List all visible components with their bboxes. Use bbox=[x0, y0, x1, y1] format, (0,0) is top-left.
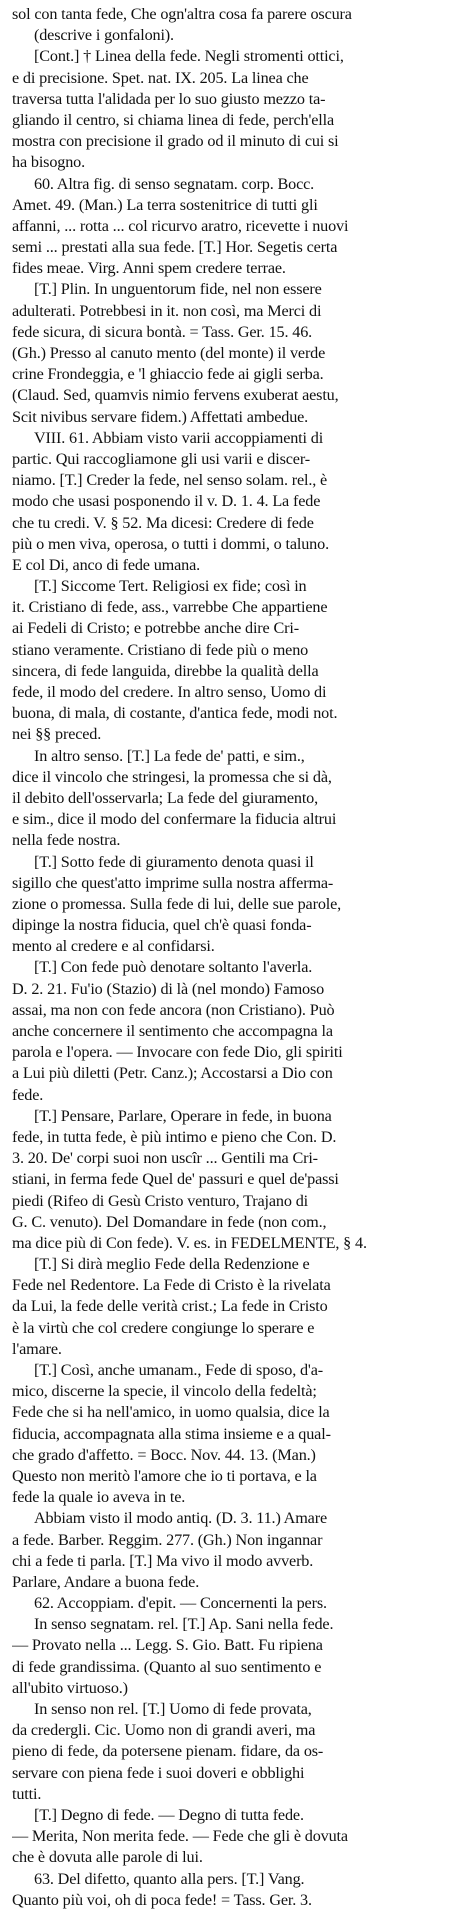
text-line: ai Fedeli di Cristo; e potrebbe anche dire Cri- bbox=[12, 619, 299, 638]
text-line: (descrive i gonfaloni). bbox=[34, 26, 174, 45]
text-line: In altro senso. [T.] La fede de' patti, e sim., bbox=[34, 746, 305, 765]
text-line: adulterati. Potrebbesi in it. non così, ma Merci di bbox=[12, 301, 322, 320]
text-line: l'amare. bbox=[12, 1339, 62, 1358]
text-line: è la virtù che col credere congiunge lo sperare e bbox=[12, 1318, 315, 1337]
text-line: anche concernere il sentimento che accompagna la bbox=[12, 1022, 333, 1040]
text-line: 3. 20. De' corpi suoi non uscîr ... Gentili ma Cri- bbox=[12, 1149, 318, 1168]
text-line: nella fede nostra. bbox=[12, 831, 121, 850]
text-line: dice il vincolo che stringesi, la promessa che si dà, bbox=[12, 767, 332, 786]
text-line: Scit nivibus servare fidem.) Affettati ambedue. bbox=[12, 407, 309, 426]
text-line: stiano veramente. Cristiano di fede più o meno bbox=[12, 640, 309, 659]
text-line: Amet. 49. (Man.) La terra sostenitrice di tutti gli bbox=[12, 195, 318, 214]
text-line: In senso non rel. [T.] Uomo di fede provata, bbox=[34, 1700, 312, 1718]
text-line: D. 2. 21. Fu'io (Stazio) di là (nel mondo) Famoso bbox=[12, 979, 325, 998]
text-line: e sim., dice il modo del confermare la fiducia altrui bbox=[12, 810, 337, 829]
text-line: traversa tutta l'alidada per lo suo giusto mezzo ta- bbox=[12, 89, 326, 108]
text-line: fides meae. Virg. Anni spem credere terrae. bbox=[12, 259, 286, 278]
text-line: modo che usasi posponendo il v. D. 1. 4. La fede bbox=[12, 492, 321, 511]
text-line: di fede grandissima. (Quanto al suo sentimento e bbox=[12, 1657, 322, 1676]
text-line: gliando il centro, si chiama linea di fede, perch'ella bbox=[12, 110, 335, 129]
text-line: dipinge la nostra fiducia, quel ch'è quasi fonda- bbox=[12, 916, 312, 935]
text-line: tutti. bbox=[12, 1784, 42, 1803]
text-line: più o men viva, operosa, o tutti i dommi, o taluno. bbox=[12, 534, 329, 553]
text-line: [T.] Plin. In unguentorum fide, nel non essere bbox=[34, 280, 322, 299]
text-line: ma dice più di Con fede). V. es. in FEDELMENTE, § 4. bbox=[12, 1233, 367, 1252]
text-line: mico, discerne la specie, il vincolo della fedeltà; bbox=[12, 1382, 317, 1401]
text-line: [T.] Sotto fede di giuramento denota quasi il bbox=[34, 852, 314, 871]
text-line: mostra con precisione il grado od il minuto di cui si bbox=[12, 132, 339, 151]
text-line: ha bisogno. bbox=[12, 153, 85, 172]
text-line: che è dovuta alle parole di lui. bbox=[12, 1848, 203, 1867]
text-line: sincera, di fede languida, direbbe la qualità della bbox=[12, 661, 319, 680]
text-line: [T.] Siccome Tert. Religiosi ex fide; così in bbox=[34, 577, 307, 596]
text-line: e di precisione. Spet. nat. IX. 205. La linea che bbox=[12, 68, 309, 87]
text-line: da Lui, la fede delle verità crist.; La fede in Cristo bbox=[12, 1297, 328, 1316]
text-line: (Gh.) Presso al canuto mento (del monte) il verde bbox=[12, 344, 326, 362]
text-line: Quanto più voi, oh di poca fede! = Tass. Ger. 3. bbox=[12, 1890, 312, 1909]
text-line: fede sicura, di sicura bontà. = Tass. Ger. 15. 46. bbox=[12, 322, 313, 341]
text-line: servare con piena fede i suoi doveri e obblighi bbox=[12, 1763, 305, 1782]
text-line: parola e l'opera. — Invocare con fede Dio, gli spiriti bbox=[12, 1043, 343, 1062]
text-line: Fede nel Redentore. La Fede di Cristo è la rivelata bbox=[12, 1276, 331, 1295]
text-line: niamo. [T.] Creder la fede, nel senso solam. rel., è bbox=[12, 471, 328, 490]
text-line: chi a fede ti parla. [T.] Ma vivo il modo avverb. bbox=[12, 1551, 314, 1570]
text-line: mento al credere e al confidarsi. bbox=[12, 937, 215, 956]
text-line: [T.] Si dirà meglio Fede della Redenzione e bbox=[34, 1255, 310, 1274]
text-line: che grado d'affetto. = Bocc. Nov. 44. 13. (Man.) bbox=[12, 1445, 316, 1464]
text-line: assai, ma non con fede ancora (non Cristiano). Può bbox=[12, 1000, 335, 1019]
text-line: Parlare, Andare a buona fede. bbox=[12, 1572, 200, 1591]
text-line: Abbiam visto il modo antiq. (D. 3. 11.) Amare bbox=[34, 1509, 327, 1528]
text-line: pieno di fede, da potersene pienam. fidare, da os- bbox=[12, 1742, 324, 1761]
text-line: sol con tanta fede, Che ogn'altra cosa fa parere oscura bbox=[12, 5, 352, 23]
text-line: fede, in tutta fede, è più intimo e pieno che Con. D. bbox=[12, 1127, 337, 1146]
text-line: crine Frondeggia, e 'l ghiaccio fede ai gigli serba. bbox=[12, 365, 324, 384]
text-line: da credergli. Cic. Uomo non di grandi averi, ma bbox=[12, 1721, 316, 1740]
text-line: stiani, in ferma fede Quel de' passuri e quel de'passi bbox=[12, 1170, 339, 1189]
text-line: [T.] Degno di fede. — Degno di tutta fede. bbox=[34, 1805, 304, 1824]
text-line: il debito dell'osservarla; La fede del giuramento, bbox=[12, 788, 319, 807]
text-line: partic. Qui raccogliamone gli usi varii e discer- bbox=[12, 449, 310, 468]
text-line: — Provato nella ... Legg. S. Gio. Batt. Fu ripiena bbox=[12, 1636, 323, 1655]
text-line: a Lui più diletti (Petr. Canz.); Accostarsi a Dio con bbox=[12, 1064, 333, 1083]
text-line: [Cont.] † Linea della fede. Negli stromenti ottici, bbox=[34, 47, 344, 66]
text-line: Fede che si ha nell'amico, in uomo qualsia, dice la bbox=[12, 1403, 330, 1422]
text-line: Questo non meritò l'amore che io ti portava, e la bbox=[12, 1466, 317, 1485]
text-line: 60. Altra fig. di senso segnatam. corp. Bocc. bbox=[34, 174, 315, 193]
text-line: [T.] Così, anche umanam., Fede di sposo, d'a- bbox=[34, 1361, 323, 1379]
text-line: fede. bbox=[12, 1085, 44, 1104]
text-line: — Merita, Non merita fede. — Fede che gli è dovuta bbox=[12, 1827, 348, 1846]
text-line: piedi (Rifeo di Gesù Cristo venturo, Trajano di bbox=[12, 1191, 308, 1210]
text-line: all'ubito virtuoso.) bbox=[12, 1678, 128, 1697]
text-line: fede, il modo del credere. In altro senso, Uomo di bbox=[12, 683, 327, 701]
text-line: sigillo che quest'atto imprime sulla nostra afferma- bbox=[12, 873, 334, 892]
text-line: [T.] Pensare, Parlare, Operare in fede, in buona bbox=[34, 1106, 332, 1125]
text-line: semi ... prestati alla sua fede. [T.] Hor. Segetis certa bbox=[12, 238, 338, 257]
text-line: it. Cristiano di fede, ass., varrebbe Che appartiene bbox=[12, 598, 328, 617]
text-line: fiducia, accompagnata alla stima insieme e a qual- bbox=[12, 1424, 331, 1443]
text-line: affanni, ... rotta ... col ricurvo aratro, ricevette i nuovi bbox=[12, 216, 349, 235]
text-line: buona, di mala, di costante, d'antica fede, modi not. bbox=[12, 704, 338, 723]
text-line: che tu credi. V. § 52. Ma dicesi: Credere di fede bbox=[12, 513, 314, 532]
text-line: fede la quale io aveva in te. bbox=[12, 1488, 186, 1507]
text-line: a fede. Barber. Reggim. 277. (Gh.) Non ingannar bbox=[12, 1530, 323, 1549]
text-line: nei §§ preced. bbox=[12, 725, 102, 744]
text-line: E col Di, anco di fede umana. bbox=[12, 555, 201, 574]
text-line: G. C. venuto). Del Domandare in fede (non com., bbox=[12, 1212, 327, 1231]
text-line: In senso segnatam. rel. [T.] Ap. Sani nella fede. bbox=[34, 1615, 334, 1634]
text-line: VIII. 61. Abbiam visto varii accoppiamenti di bbox=[34, 428, 324, 447]
text-line: zione o promessa. Sulla fede di lui, delle sue parole, bbox=[12, 894, 342, 913]
text-line: 62. Accoppiam. d'epit. — Concernenti la pers. bbox=[34, 1594, 327, 1613]
text-line: 63. Del difetto, quanto alla pers. [T.] Vang. bbox=[34, 1869, 305, 1888]
text-line: (Claud. Sed, quamvis nimio fervens exuberat aestu, bbox=[12, 386, 339, 405]
text-line: [T.] Con fede può denotare soltanto l'averla. bbox=[34, 958, 313, 977]
